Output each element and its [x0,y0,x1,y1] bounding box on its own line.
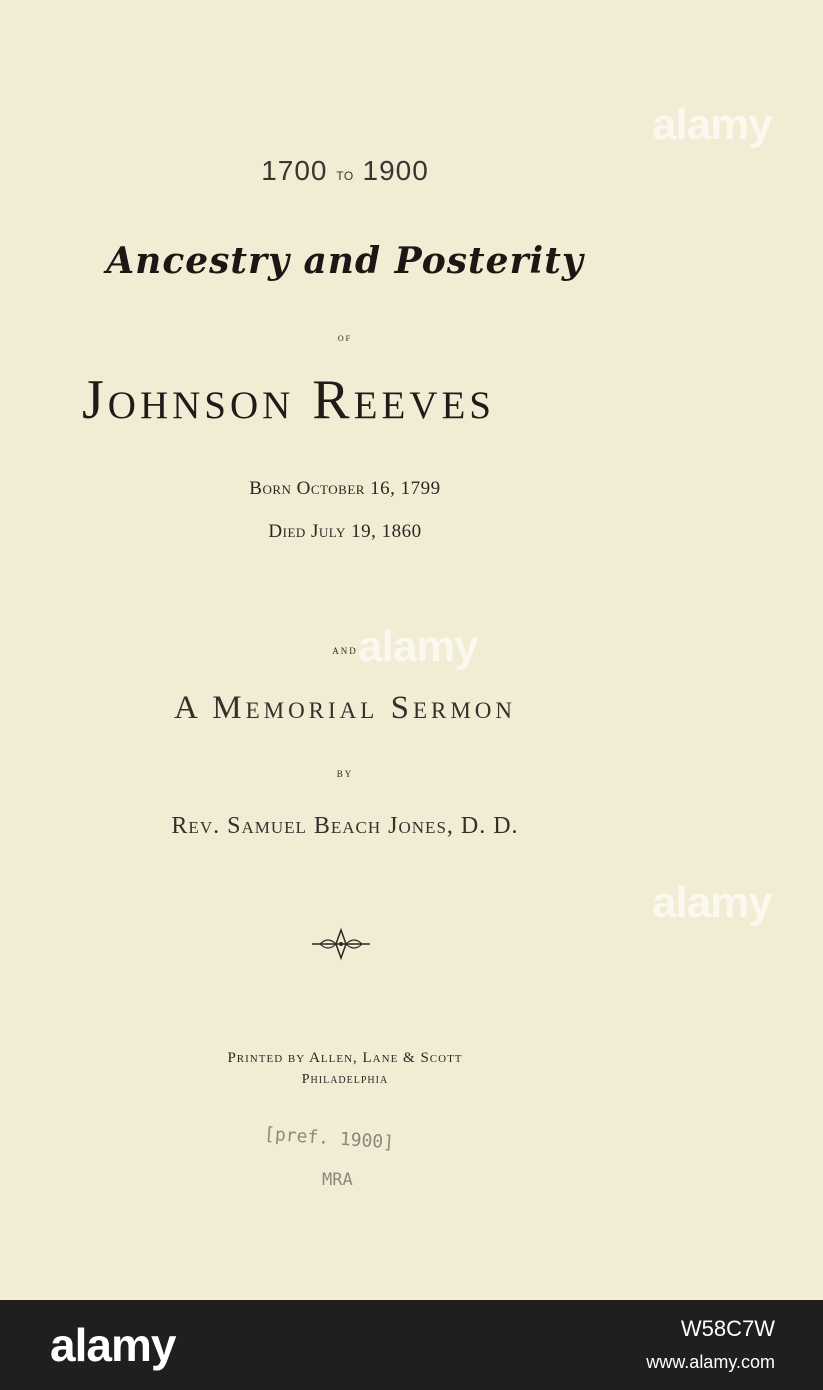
years-to: to [336,165,354,184]
fleuron-ornament-icon [310,926,372,962]
footer-url: www.alamy.com [646,1352,775,1372]
pencil-note-line1: [pref. 1900] [263,1123,395,1154]
stock-footer-bar [0,1300,823,1390]
death-date-line: Died July 19, 1860 [268,521,422,542]
city-line: Philadelphia [301,1072,389,1087]
watermark: alamy [652,878,772,927]
blackletter-title: Ancestry and Posterity [106,240,584,282]
by-line: by [336,765,354,780]
of-line: of [337,330,353,344]
watermark: alamy [358,622,478,671]
footer-logo: alamy [50,1319,176,1371]
end-year: 1900 [362,155,429,186]
image-id: W58C7W [680,1316,775,1341]
watermark: alamy [652,100,772,149]
subject-name: Johnson Reeves [82,369,495,431]
author-line: Rev. Samuel Beach Jones, D. D. [171,813,519,839]
start-year: 1700 [261,155,328,186]
printer-line: Printed by Allen, Lane & Scott [227,1050,463,1066]
years-heading [0,155,690,187]
pencil-note-line2: MRA [322,1170,353,1190]
birth-date-line: Born October 16, 1799 [249,478,441,499]
sermon-title: A Memorial Sermon [173,690,517,726]
and-line: and [332,642,358,657]
